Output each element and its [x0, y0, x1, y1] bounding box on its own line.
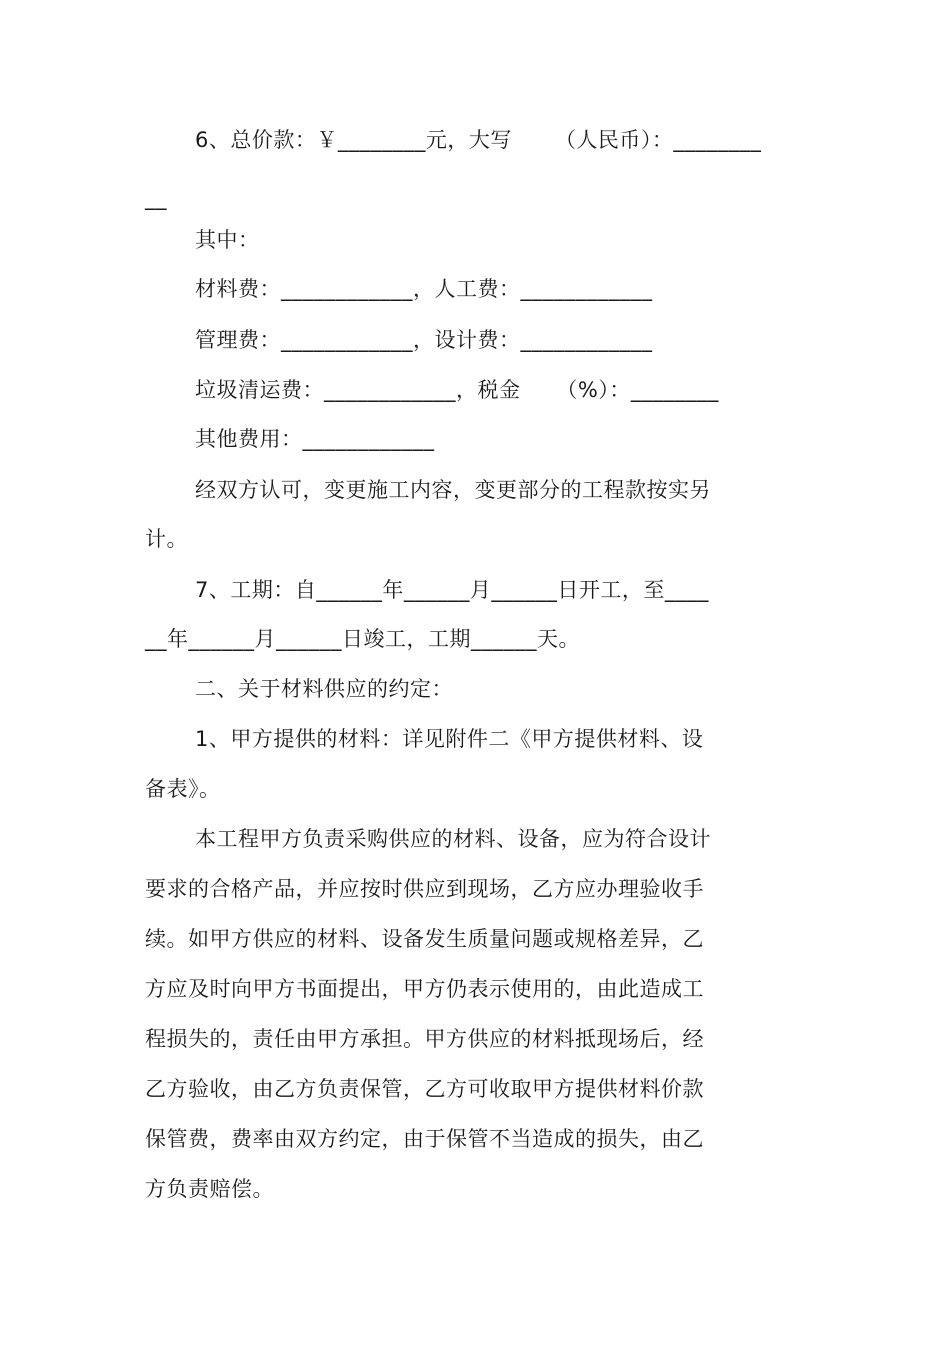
paragraph-line: 保管费，费率由双方约定，由于保管不当造成的损失，由乙 [145, 1127, 704, 1151]
paragraph-line: 方应及时向甲方书面提出，甲方仍表示使用的，由此造成工 [145, 977, 704, 1001]
total-price-continuation: __ [145, 186, 167, 210]
paragraph-line: 乙方验收，由乙方负责保管，乙方可收取甲方提供材料价款 [145, 1077, 704, 1101]
material-labor-fee-line: 材料费：____________，人工费：____________ [195, 277, 653, 301]
paragraph-line: 续。如甲方供应的材料、设备发生质量问题或规格差异，乙 [145, 927, 704, 951]
paragraph-line: 本工程甲方负责采购供应的材料、设备，应为符合设计 [195, 827, 711, 851]
management-design-fee-line: 管理费：____________，设计费：____________ [195, 328, 653, 352]
party-a-materials-continuation: 备表》。 [145, 777, 221, 801]
other-fee-line: 其他费用：____________ [195, 427, 435, 451]
party-a-materials-line: 1、甲方提供的材料：详见附件二《甲方提供材料、设 [195, 727, 704, 751]
duration-line: 7、工期：自______年______月______日开工，至____ [195, 578, 709, 602]
paragraph-line: 方负责赔偿。 [145, 1177, 274, 1201]
change-clause-continuation: 计。 [145, 527, 188, 551]
total-price-line: 6、总价款：￥________元，大写 （人民币）：________ [195, 128, 762, 152]
change-clause-line: 经双方认可，变更施工内容，变更部分的工程款按实另 [195, 478, 711, 502]
paragraph-line: 要求的合格产品，并应按时供应到现场，乙方应办理验收手 [145, 877, 704, 901]
breakdown-heading: 其中： [195, 228, 260, 252]
section-heading-material-supply: 二、关于材料供应的约定： [195, 677, 453, 701]
duration-continuation: __年______月______日竣工，工期______天。 [145, 627, 580, 651]
waste-tax-line: 垃圾清运费：____________，税金 （%）：________ [195, 378, 719, 402]
paragraph-line: 程损失的，责任由甲方承担。甲方供应的材料抵现场后，经 [145, 1027, 704, 1051]
